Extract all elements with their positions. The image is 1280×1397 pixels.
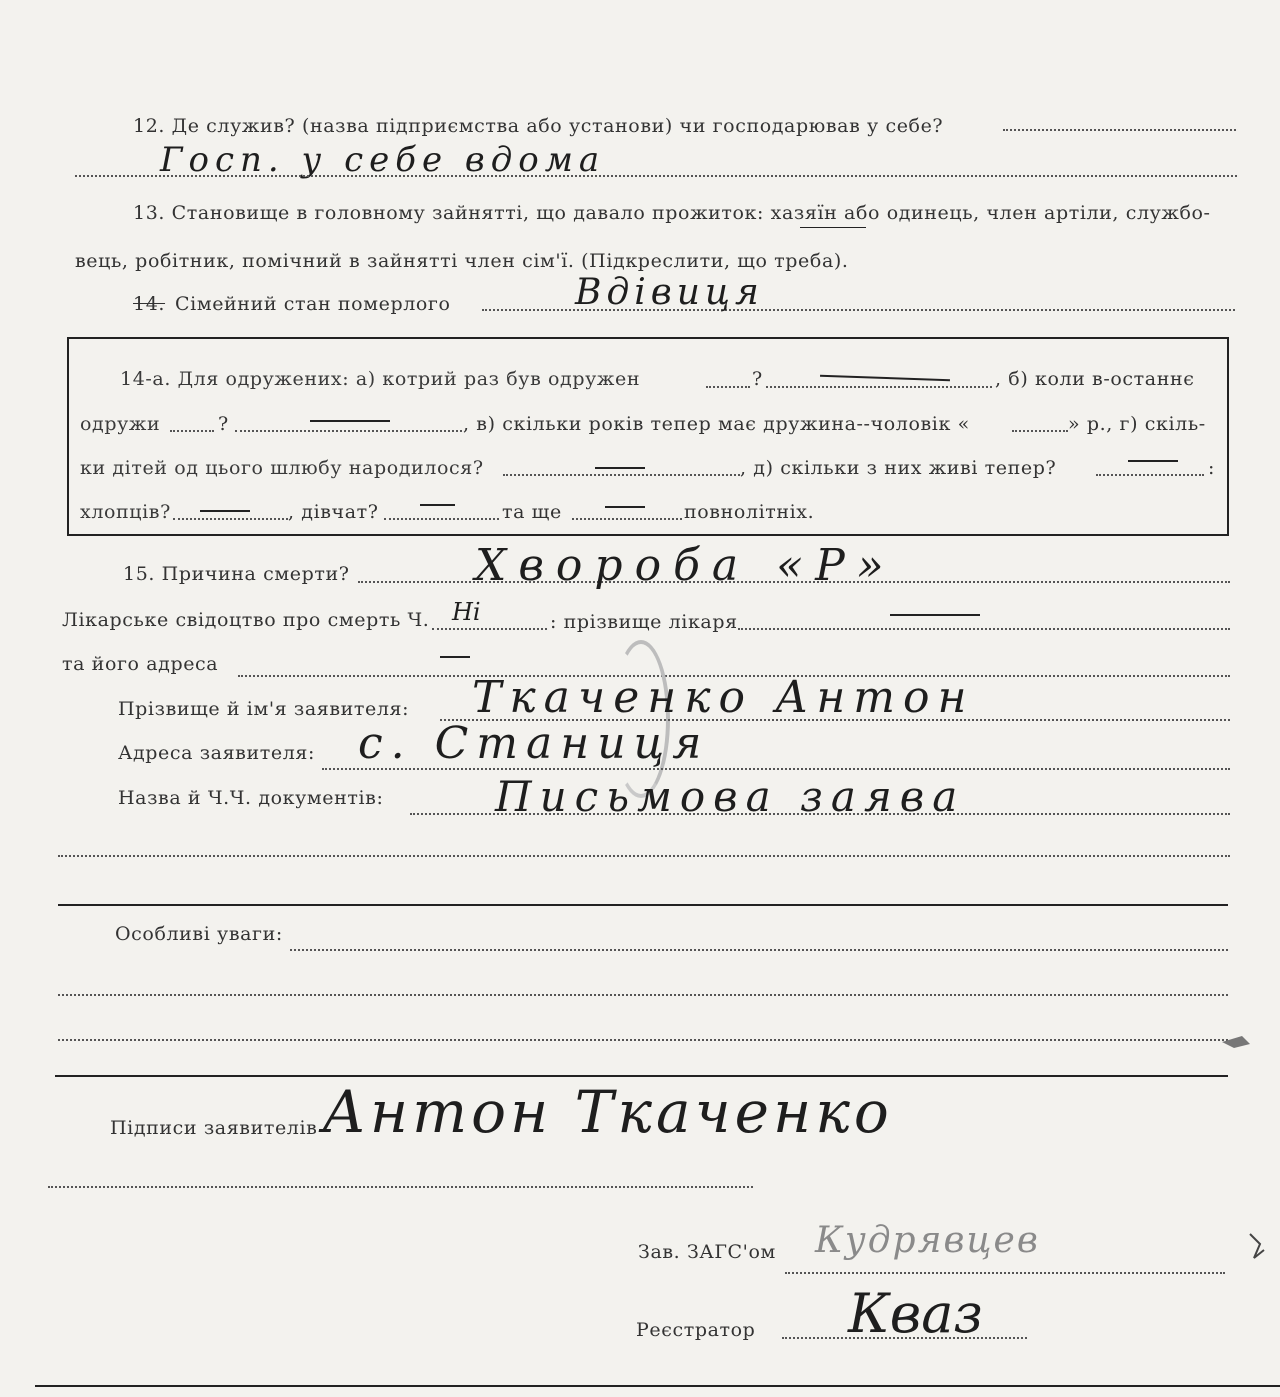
applicant-name-value: Ткаченко Антон [472,672,975,723]
q14a-line4-dash3 [605,506,645,508]
q14a-line2-dots3 [1012,430,1068,432]
ink-mark-2 [1248,1232,1268,1262]
q14a-line4-d: повнолітніх. [684,501,815,523]
applicant-signature-label: Підписи заявителів [110,1117,318,1139]
ink-mark [1222,1032,1252,1052]
registrar-signature: Кваз [848,1282,983,1345]
q14a-line1-dots2 [766,386,992,388]
registrar-label: Реєстратор [636,1319,756,1341]
medical-doctor-dash [890,614,980,616]
q14a-line3-a: ки дітей од цього шлюбу народилося? [80,457,484,479]
medical-number-line [432,628,547,630]
q14a-line3-c: : [1208,457,1216,479]
remarks-label: Особливі уваги: [115,923,283,945]
q12-fill-line [1003,129,1236,131]
q14a-line1-b: , б) коли в-останнє [995,368,1195,390]
q14a-line2-dots1 [170,430,214,432]
q14a-line3-dash [595,467,645,469]
head-zags-label: Зав. ЗАГС'ом [638,1241,776,1263]
remarks-line-2 [58,994,1228,996]
q12-question: 12. Де служив? (назва підприємства або установи) чи господарював у себе? [133,115,944,137]
q14a-line4-a: хлопців? [80,501,171,523]
q13-underline-khaziain [800,227,866,228]
q14a-line2-b: , в) скільки років тепер має дружина--чоловік « [463,413,970,435]
q14a-line4-c: та ще [502,501,562,523]
q15-answer: Хвороба «Р» [475,540,896,591]
section-rule-1 [58,904,1228,906]
medical-doctor-label: : прізвище лікаря [550,611,738,633]
q14a-line4-dots1 [173,518,288,520]
q14a-line4-dots2 [384,518,499,520]
q14a-line2-dash [310,420,390,422]
applicant-signature-line [48,1186,753,1188]
applicant-name-label: Прізвище й ім'я заявителя: [118,698,410,720]
q14a-line3-dots1 [503,474,740,476]
q13-line2: вець, робітник, помічний в зайнятті член сім'ї. (Підкреслити, що треба). [75,250,849,272]
q15-label: 15. Причина смерти? [123,563,350,585]
q14-label: Сімейний стан померлого [175,293,451,315]
q14a-line1-a: 14-а. Для одружених: а) котрий раз був одружен [120,368,641,390]
medical-number: Ні [452,598,481,626]
q14a-box [67,337,1229,536]
q14a-line1-dots1 [706,386,750,388]
medical-label: Лікарське свідоцтво про смерть Ч. [62,609,430,631]
q14a-line3-dash2 [1128,460,1178,462]
remarks-line-1 [290,949,1228,951]
q14-number: 14. [133,293,166,315]
applicant-docs-value: Письмова заява [495,772,966,821]
q12-answer-line [75,175,1237,177]
head-zags-line [785,1272,1225,1274]
q14a-line4-dash2 [420,504,455,506]
q12-answer: Госп. у себе вдома [160,140,606,180]
remarks-line-3 [58,1039,1228,1041]
q14a-line2-a: одружи [80,413,161,435]
q14a-line2-c: » р., г) скіль- [1068,413,1206,435]
extra-line-1 [58,855,1230,857]
medical-address-label: та його адреса [62,653,219,675]
medical-address-dash [440,656,470,658]
applicant-signature: Антон Ткаченко [322,1078,893,1146]
q14a-line1-q: ? [752,368,763,390]
applicant-address-value: с. Станиця [358,718,710,769]
head-zags-signature: Кудрявцев [815,1220,1040,1261]
q14a-line2-dots2 [235,430,462,432]
q14a-line2-q: ? [218,413,229,435]
applicant-docs-label: Назва й Ч.Ч. документів: [118,787,384,809]
q14a-line3-b: , д) скільки з них живі тепер? [740,457,1057,479]
section-rule-2 [55,1075,1228,1077]
q14a-line4-b: , дівчат? [288,501,379,523]
bottom-rule [35,1385,1280,1387]
q13-line1: 13. Становище в головному зайнятті, що давало прожиток: хазяїн або одинець, член артіли, службо- [133,202,1211,224]
q14a-line4-dots3 [572,518,682,520]
applicant-address-label: Адреса заявителя: [118,742,315,764]
q14a-line3-dots2 [1096,474,1204,476]
q14-answer: Вдівиця [575,272,764,313]
medical-doctor-line [738,628,1230,630]
q14a-line4-dash1 [200,510,250,512]
